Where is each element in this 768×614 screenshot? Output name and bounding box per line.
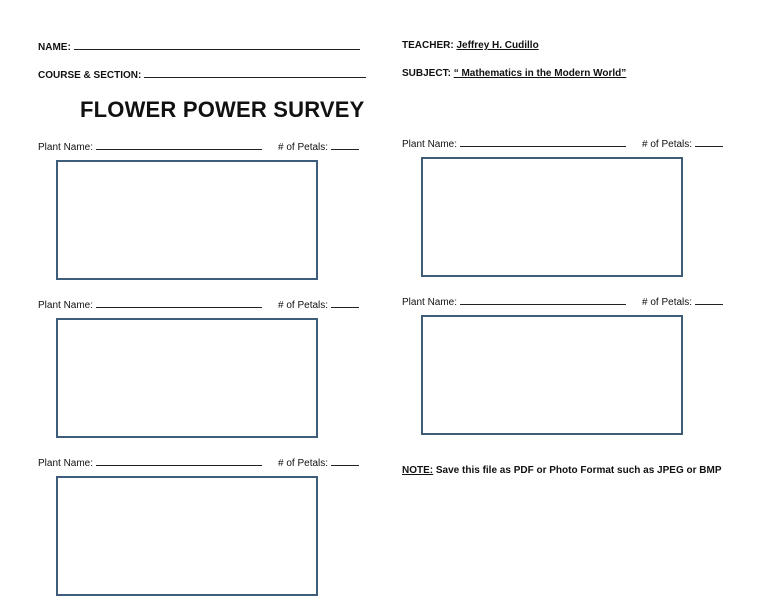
plant-name-line — [460, 295, 626, 305]
petals-field-4[interactable] — [642, 137, 723, 150]
petals-label: # of Petals: — [278, 142, 329, 153]
teacher-value: Jeffrey H. Cudillo — [456, 40, 539, 51]
plant-name-line — [96, 298, 262, 308]
plant-name-label: Plant Name: — [38, 142, 94, 153]
save-note — [402, 465, 722, 476]
plant-name-line — [96, 140, 262, 150]
page-title: FLOWER POWER SURVEY — [80, 97, 365, 122]
subject-value: “ Mathematics in the Modern World” — [453, 68, 627, 79]
petals-line — [695, 137, 723, 147]
subject-label: SUBJECT: — [402, 68, 451, 79]
petals-field-5[interactable] — [642, 295, 723, 308]
petals-label: # of Petals: — [642, 139, 693, 150]
course-section-line — [144, 68, 366, 78]
plant-name-field-3[interactable] — [38, 456, 262, 469]
plant-name-label: Plant Name: — [402, 139, 458, 150]
petals-line — [331, 298, 359, 308]
name-label: NAME: — [38, 42, 71, 53]
note-text: Save this file as PDF or Photo Format such as JPEG or BMP — [433, 465, 722, 476]
plant-name-field-2[interactable] — [38, 298, 262, 311]
name-field[interactable] — [38, 40, 360, 53]
plant-name-field-5[interactable] — [402, 295, 626, 308]
teacher-field — [402, 40, 539, 51]
petals-label: # of Petals: — [642, 297, 693, 308]
photo-box-2[interactable] — [56, 318, 318, 438]
photo-box-1[interactable] — [56, 160, 318, 280]
petals-field-2[interactable] — [278, 298, 359, 311]
plant-name-label: Plant Name: — [402, 297, 458, 308]
petals-label: # of Petals: — [278, 458, 329, 469]
plant-name-label: Plant Name: — [38, 458, 94, 469]
name-line — [74, 40, 360, 50]
petals-line — [695, 295, 723, 305]
course-section-label: COURSE & SECTION: — [38, 70, 142, 81]
plant-name-line — [96, 456, 262, 466]
plant-name-label: Plant Name: — [38, 300, 94, 311]
photo-box-3[interactable] — [56, 476, 318, 596]
subject-field — [402, 68, 626, 79]
photo-box-4[interactable] — [421, 157, 683, 277]
petals-line — [331, 140, 359, 150]
plant-name-field-1[interactable] — [38, 140, 262, 153]
petals-field-3[interactable] — [278, 456, 359, 469]
course-section-field[interactable] — [38, 68, 366, 81]
petals-field-1[interactable] — [278, 140, 359, 153]
plant-name-line — [460, 137, 626, 147]
photo-box-5[interactable] — [421, 315, 683, 435]
teacher-label: TEACHER: — [402, 40, 454, 51]
petals-label: # of Petals: — [278, 300, 329, 311]
petals-line — [331, 456, 359, 466]
note-label: NOTE: — [402, 465, 434, 476]
plant-name-field-4[interactable] — [402, 137, 626, 150]
